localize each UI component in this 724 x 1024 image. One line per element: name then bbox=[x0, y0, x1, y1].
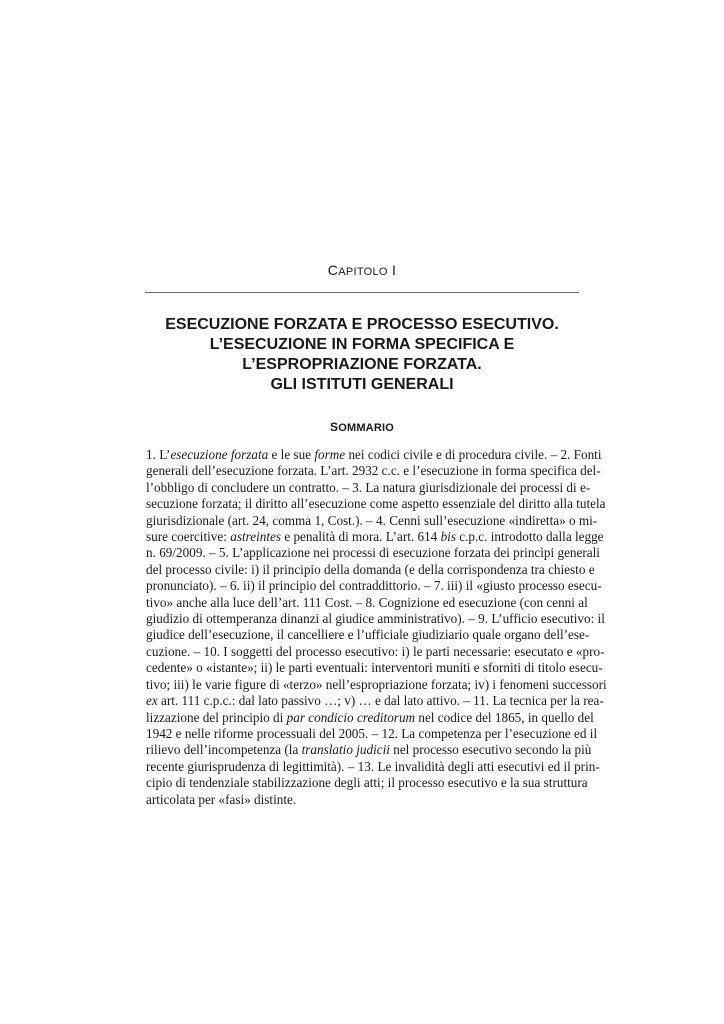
summary-italic-text: par condicio creditorum bbox=[286, 709, 416, 725]
summary-text-segment: nel codice del 1865, in quello del bbox=[415, 709, 594, 725]
summary-line bbox=[146, 545, 600, 561]
summary-heading-initial: S bbox=[329, 420, 339, 434]
summary-line bbox=[146, 725, 598, 742]
summary-text-segment: 1942 e nelle riforme processuali del 2005. – 12. La competenza per l’esecuzione ed il bbox=[146, 725, 598, 741]
summary-text-segment: tivo» anche alla luce dell’art. 111 Cost. – 8. Cognizione ed esecuzione (con cenni al bbox=[146, 594, 588, 610]
summary-text bbox=[146, 447, 607, 808]
summary-italic-text: astreintes bbox=[230, 529, 282, 545]
chapter-label-initial: C bbox=[327, 262, 339, 278]
summary-text-segment: giudice dell’esecuzione, il cancelliere e l’ufficiale giudiziario quale organo dell’ese- bbox=[146, 627, 590, 643]
summary-line bbox=[146, 611, 605, 627]
summary-italic-text: esecuzione forzata bbox=[170, 447, 269, 462]
summary-line bbox=[146, 643, 605, 660]
summary-line bbox=[146, 792, 580, 808]
chapter-label bbox=[0, 262, 724, 278]
summary-line bbox=[146, 709, 594, 726]
summary-heading bbox=[0, 420, 724, 434]
summary-text-segment: pronunciato). – 6. ii) il principio del contraddittorio. – 7. iii) il «giusto processo esecu- bbox=[146, 578, 602, 594]
summary-text-segment: cedente» o «istante»; ii) le parti eventuali: interventori muniti e sforniti di titolo esecu- bbox=[146, 660, 603, 676]
summary-text-segment: secuzione forzata; il diritto all’esecuzione come aspetto essenziale del diritto alla tutela bbox=[146, 496, 606, 512]
summary-italic-text: translatio judicii bbox=[301, 742, 390, 758]
summary-line bbox=[146, 758, 600, 775]
summary-text-segment: del processo civile: i) il principio della domanda (e della corrispondenza tra chiesto e bbox=[146, 561, 595, 577]
summary-text-segment: n. 69/2009. – 5. L’applicazione nei processi di esecuzione forzata dei princìpi generali bbox=[146, 545, 600, 561]
summary-line bbox=[146, 627, 590, 643]
chapter-title-line: GLI ISTITUTI GENERALI bbox=[270, 376, 454, 393]
chapter-title-line: L’ESPROPRIAZIONE FORZATA. bbox=[242, 356, 482, 373]
summary-line bbox=[146, 660, 603, 676]
chapter-divider bbox=[145, 292, 579, 293]
summary-italic-text: bis bbox=[440, 529, 456, 545]
chapter-label-rest: APITOLO bbox=[338, 266, 388, 278]
summary-text-segment: rilievo dell’incompetenza (la bbox=[146, 742, 302, 758]
summary-italic-text: ex bbox=[146, 693, 158, 709]
summary-line bbox=[146, 463, 601, 479]
chapter-number: I bbox=[392, 262, 397, 278]
summary-text-segment: articolata per «fasi» distinte. bbox=[146, 791, 297, 807]
summary-text-segment: l’obbligo di concludere un contratto. – 3. La natura giurisdizionale dei processi di e- bbox=[146, 479, 591, 495]
summary-line bbox=[146, 742, 592, 758]
summary-text-segment: recente giurisprudenza di legittimità). – 13. Le invalidità degli atti esecutivi ed il prin- bbox=[146, 758, 600, 774]
summary-text-segment: cipio di tendenziale stabilizzazione degli atti; il processo esecutivo e la sua struttura bbox=[146, 775, 588, 791]
summary-text-segment: nei codici civile e di procedura civile. – 2. Fonti bbox=[345, 447, 602, 462]
summary-text-segment: tivo; iii) le varie figure di «terzo» nell’espropriazione forzata; iv) i fenomeni successori bbox=[146, 676, 607, 692]
summary-text-segment: sure coercitive: bbox=[146, 529, 231, 545]
summary-text-segment: giudizio di ottemperanza dinanzi al giudice amministrativo). – 9. L’ufficio esecutivo: il bbox=[146, 611, 605, 627]
summary-line bbox=[146, 447, 602, 463]
summary-text-segment: c.p.c. introdotto dalla legge bbox=[455, 529, 604, 545]
summary-line bbox=[146, 512, 598, 529]
summary-line bbox=[146, 693, 604, 709]
chapter-title-line: L’ESECUZIONE IN FORMA SPECIFICA E bbox=[209, 336, 515, 353]
summary-text-segment: nel processo esecutivo secondo la più bbox=[389, 742, 592, 758]
summary-line bbox=[146, 775, 588, 791]
summary-text-segment: lizzazione del principio di bbox=[146, 709, 287, 725]
summary-line bbox=[146, 676, 607, 693]
summary-italic-text: forme bbox=[314, 447, 346, 462]
summary-text-segment: giurisdizionale (art. 24, comma 1, Cost.). – 4. Cenni sull’esecuzione «indiretta» o mi- bbox=[146, 512, 598, 528]
summary-text-segment: e le sue bbox=[268, 447, 315, 462]
summary-line bbox=[146, 594, 588, 611]
summary-text-segment: cuzione. – 10. I soggetti del processo esecutivo: i) le parti necessarie: esecutato e «pro- bbox=[146, 643, 605, 659]
chapter-title bbox=[0, 315, 724, 395]
chapter-title-line: ESECUZIONE FORZATA E PROCESSO ESECUTIVO. bbox=[165, 316, 559, 333]
summary-heading-rest: OMMARIO bbox=[338, 422, 394, 434]
summary-line bbox=[146, 561, 595, 578]
summary-text-segment: generali dell’esecuzione forzata. L’art. 2932 c.c. e l’esecuzione in forma specifica del- bbox=[146, 463, 601, 479]
summary-text-segment: art. 111 c.p.c.: dal lato passivo …; v) … e dal lato attivo. – 11. La tecnica per la rea- bbox=[157, 693, 604, 709]
summary-line bbox=[146, 578, 602, 594]
summary-text-segment: 1. L’ bbox=[146, 447, 171, 462]
summary-text-segment: e penalità di mora. L’art. 614 bbox=[281, 529, 441, 545]
summary-line bbox=[146, 529, 604, 545]
summary-line bbox=[146, 496, 606, 512]
summary-line bbox=[146, 479, 591, 496]
